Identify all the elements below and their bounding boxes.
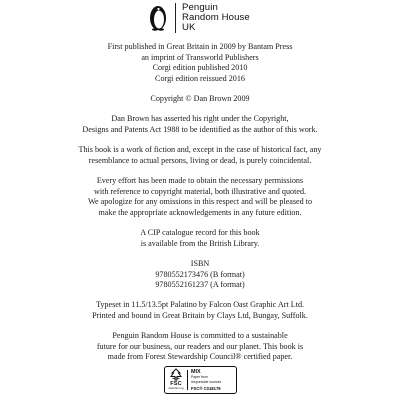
penguin-icon [148,3,168,31]
fsc-certification-badge [164,366,237,394]
fsc-logo-text: FSC [170,381,182,387]
text-line: Printed and bound in Great Britain by Clays Ltd, Bungay, Suffolk. [92,310,308,320]
fsc-tree-icon [169,368,183,381]
sustainability-notice [20,331,380,363]
text-line: resemblance to actual persons, living or dead, is purely coincidental. [88,155,312,165]
publisher-name-line: Random House [182,12,250,23]
text-line: Designs and Patents Act 1988 to be identified as the author of this work. [82,124,318,134]
text-line: Corgi edition published 2010 [152,63,248,73]
publisher-name-line: UK [182,22,196,33]
text-line: is available from the British Library. [140,238,260,248]
text-line: future for our business, our readers and our planet. This book is [96,341,304,351]
fsc-license-code: FSC® C018179 [191,386,221,392]
text-line: Every effort has been made to obtain the necessary permissions [96,176,304,185]
isbn-entry: 9780552173476 (B format) [155,269,245,279]
publisher-logo [148,3,250,33]
text-line: with reference to copyright material, both illustrative and quoted. [93,186,307,196]
fsc-logo [165,367,187,393]
text-line: Corgi edition reissued 2016 [155,73,245,83]
text-line: This book is a work of fiction and, except in the case of historical fact, any [78,145,322,154]
text-line: Penguin Random House is committed to a sustainable [112,331,288,340]
text-line: Copyright © Dan Brown 2009 [150,94,250,103]
publisher-name-line: Penguin [182,2,218,13]
copyright-notice [20,94,380,105]
isbn-list [20,259,380,291]
text-line: Typeset in 11.5/13.5pt Palatino by Falcon Oast Graphic Art Ltd. [95,300,305,309]
fsc-label-details [188,367,236,393]
fsc-url: www.fsc.org [168,386,184,390]
cip-record-notice [20,228,380,249]
fsc-source-line: responsible sources [191,379,222,384]
permissions-notice [20,176,380,218]
text-line: make the appropriate acknowledgements in any future edition. [98,207,302,217]
typesetting-printing-notice [20,300,380,321]
text-line: an imprint of Transworld Publishers [141,52,259,62]
text-line: Dan Brown has asserted his right under the Copyright, [111,114,289,123]
fiction-disclaimer [20,145,380,166]
text-line: We apologize for any omissions in this respect and will be pleased to [87,197,313,207]
text-line: made from Forest Stewardship Council® certified paper. [107,352,293,362]
moral-rights-notice [20,114,380,135]
publisher-name [182,3,250,33]
publishing-history [20,42,380,84]
logo-divider [175,3,176,33]
isbn-heading: ISBN [190,259,210,268]
isbn-entry: 9780552161237 (A format) [155,280,245,290]
fsc-source-line: Paper from [191,375,208,379]
fsc-mix-label: MIX [191,369,201,375]
text-line: First published in Great Britain in 2009 by Bantam Press [107,42,293,51]
text-line: A CIP catalogue record for this book [140,228,260,237]
